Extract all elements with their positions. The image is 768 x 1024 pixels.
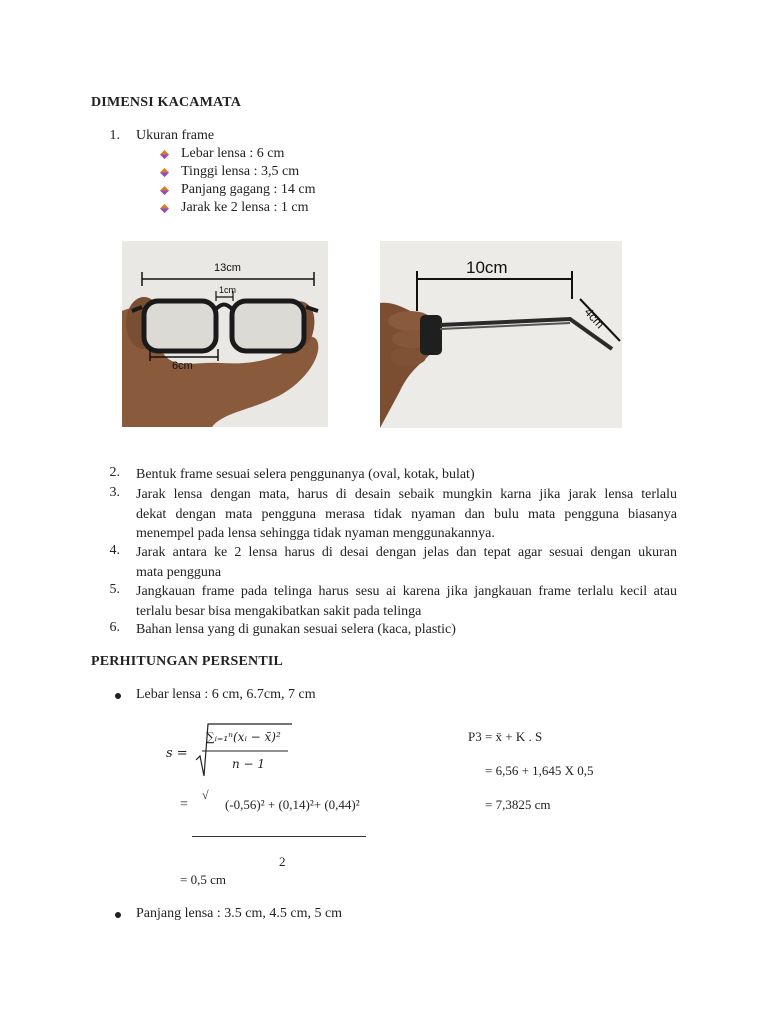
sub-item: Lebar lensa : 6 cm <box>181 146 285 161</box>
formula-s-label: s = <box>166 746 188 761</box>
formula-expression: (-0,56)² + (0,14)²+ (0,44)² <box>225 797 360 812</box>
list-item-text: Bentuk frame sesuai selera penggunanya (oval, kotak, bulat) <box>136 467 475 482</box>
list-item-text: Jangkauan frame pada telinga harus sesu ai karena jika jangkauan frame terlalu kecil atau terlalu besar bisa mengakibatkan sakit pada telinga <box>136 584 677 619</box>
page-title: DIMENSI KACAMATA <box>91 95 242 110</box>
fraction-line <box>192 836 366 837</box>
diamond-bullet-icon <box>160 204 169 213</box>
dimension-label: 13cm <box>214 262 241 274</box>
diamond-bullet-icon <box>160 168 169 177</box>
dimension-label: 6cm <box>172 360 193 372</box>
percentile-line: = 6,56 + 1,645 X 0,5 <box>485 763 594 778</box>
bullet-text: Panjang lensa : 3.5 cm, 4.5 cm, 5 cm <box>136 906 343 921</box>
percentile-line: = 7,3825 cm <box>485 797 551 812</box>
formula-result: = 0,5 cm <box>180 872 226 887</box>
glasses-side-photo <box>380 241 622 428</box>
formula-denominator: n − 1 <box>232 757 266 771</box>
formula-divisor: 2 <box>279 854 286 869</box>
percentile-line: P3 = x̄ + K . S <box>468 729 543 744</box>
dimension-label: 4cm <box>581 305 608 332</box>
sub-item: Jarak ke 2 lensa : 1 cm <box>181 200 309 215</box>
formula-numerator: ∑ᵢ₌₁ⁿ(xᵢ − x̄)² <box>206 730 281 744</box>
list-item-text: Jarak lensa dengan mata, harus di desain sebaik mungkin karna jika jarak lensa terlalu dekat dengan mata pengguna merasa tidak nyaman dan bulu mata pengguna biasanya menempel pada lensa sehingga tidak nyaman menggunakannya. <box>136 487 677 541</box>
list-number: 5. <box>109 582 120 597</box>
equals-sign: = <box>180 797 188 812</box>
list-item-text: Bahan lensa yang di gunakan sesuai selera (kaca, plastic) <box>136 622 456 637</box>
list-number: 3. <box>109 485 120 500</box>
list-number: 1. <box>109 128 120 143</box>
bullet-dot <box>115 693 121 699</box>
sub-item: Tinggi lensa : 3,5 cm <box>181 164 300 179</box>
list-number: 6. <box>109 620 120 635</box>
bullet-text: Lebar lensa : 6 cm, 6.7cm, 7 cm <box>136 687 316 702</box>
sqrt-sign: √ <box>202 788 209 802</box>
diamond-bullet-icon <box>160 186 169 195</box>
dimension-label: 1cm <box>219 285 237 295</box>
list-number: 2. <box>109 465 120 480</box>
glasses-front-photo <box>122 241 328 427</box>
list-number: 4. <box>109 543 120 558</box>
diamond-bullet-icon <box>160 150 169 159</box>
sub-item: Panjang gagang : 14 cm <box>181 182 316 197</box>
section-title: PERHITUNGAN PERSENTIL <box>91 654 284 669</box>
bullet-dot <box>115 912 121 918</box>
dimension-label: 10cm <box>466 258 508 277</box>
list-item-label: Ukuran frame <box>136 128 215 143</box>
list-item-text: Jarak antara ke 2 lensa harus di desai dengan jelas dan tepat agar sesuai dengan ukuran mata pengguna <box>136 545 677 580</box>
